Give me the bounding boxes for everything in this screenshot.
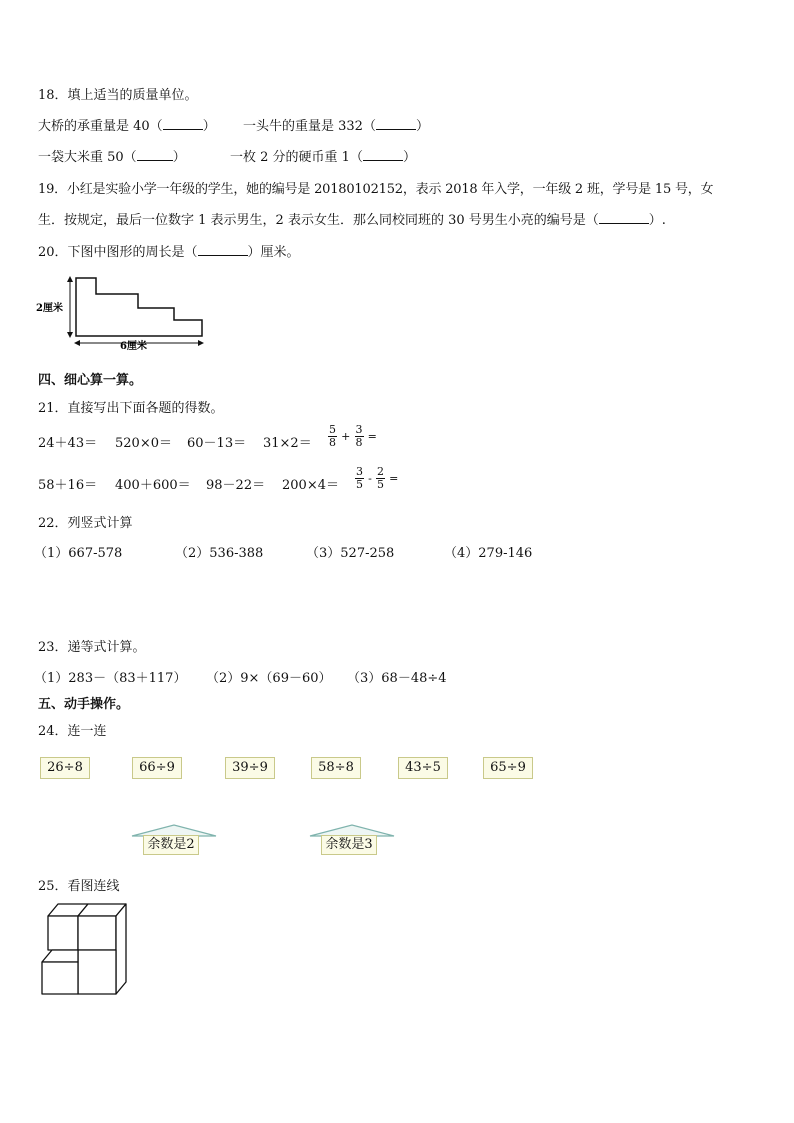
answer-blank[interactable] [363,150,403,161]
q21-r2-4: 200×4＝ [282,478,339,493]
q19-line2: 生．按规定，最后一位数字 1 表示男生，2 表示女生．那么同校同班的 30 号男生小亮的编号是（ ）. [38,213,666,228]
answer-blank[interactable] [137,150,173,161]
answer-blank[interactable] [376,119,416,130]
q23-item-3: （3）68－48÷4 [347,671,447,686]
q21-r1-3: 60－13＝ [187,436,247,451]
division-card[interactable]: 66÷9 [132,757,182,779]
q18-item-b: 一头牛的重量是 332（ ） [243,119,429,134]
division-card[interactable]: 65÷9 [483,757,533,779]
division-card[interactable]: 58÷8 [311,757,361,779]
width-label: 6厘米 [120,341,147,352]
height-label: 2厘米 [36,303,63,314]
q18-item-a: 大桥的承重量是 40（ ） [38,119,216,134]
q21-r1-1: 24＋43＝ [38,436,98,451]
q23-title: 23．递等式计算。 [38,640,146,655]
q21-fraction-1: $\frac{5}{8}$ + $\frac{3}{8}$ = [329,423,377,449]
q22-item-2: （2）536-388 [175,546,264,561]
q21-fraction-2: $\frac{3}{5}$ - $\frac{2}{5}$ = [356,465,399,491]
answer-blank[interactable] [198,245,248,256]
division-card[interactable]: 43÷5 [398,757,448,779]
q19-line1: 19．小红是实验小学一年级的学生，她的编号是 20180102152，表示 2018 年入学，一年级 2 班，学号是 15 号，女 [38,182,714,197]
q21-title: 21．直接写出下面各题的得数。 [38,401,224,416]
q22-item-1: （1）667-578 [34,546,123,561]
cube-stack-figure [38,898,134,998]
division-card[interactable]: 26÷8 [40,757,90,779]
section-4-heading: 四、细心算一算。 [38,373,143,388]
q25-title: 25．看图连线 [38,879,120,894]
q22-item-4: （4）279-146 [444,546,533,561]
q21-r2-2: 400＋600＝ [115,478,191,493]
q21-r1-2: 520×0＝ [115,436,172,451]
q21-r1-4: 31×2＝ [263,436,312,451]
q24-title: 24．连一连 [38,724,107,739]
q21-r2-1: 58＋16＝ [38,478,98,493]
staircase-figure [34,270,214,354]
q22-item-3: （3）527-258 [306,546,395,561]
answer-blank[interactable] [163,119,203,130]
q20-question: 20．下图中图形的周长是（ ）厘米。 [38,245,300,260]
q21-r2-3: 98－22＝ [206,478,266,493]
q22-title: 22．列竖式计算 [38,516,133,531]
q18-item-d: 一枚 2 分的硬币重 1（ ） [230,150,416,165]
q23-item-1: （1）283－（83＋117） [34,671,187,686]
remainder-house[interactable]: 余数是2 [143,835,199,855]
section-5-heading: 五、动手操作。 [38,697,130,712]
remainder-house[interactable]: 余数是3 [321,835,377,855]
q23-item-2: （2）9×（69－60） [206,671,332,686]
q18-title: 18．填上适当的质量单位。 [38,88,198,103]
answer-blank[interactable] [599,213,649,224]
division-card[interactable]: 39÷9 [225,757,275,779]
q18-item-c: 一袋大米重 50（ ） [38,150,186,165]
